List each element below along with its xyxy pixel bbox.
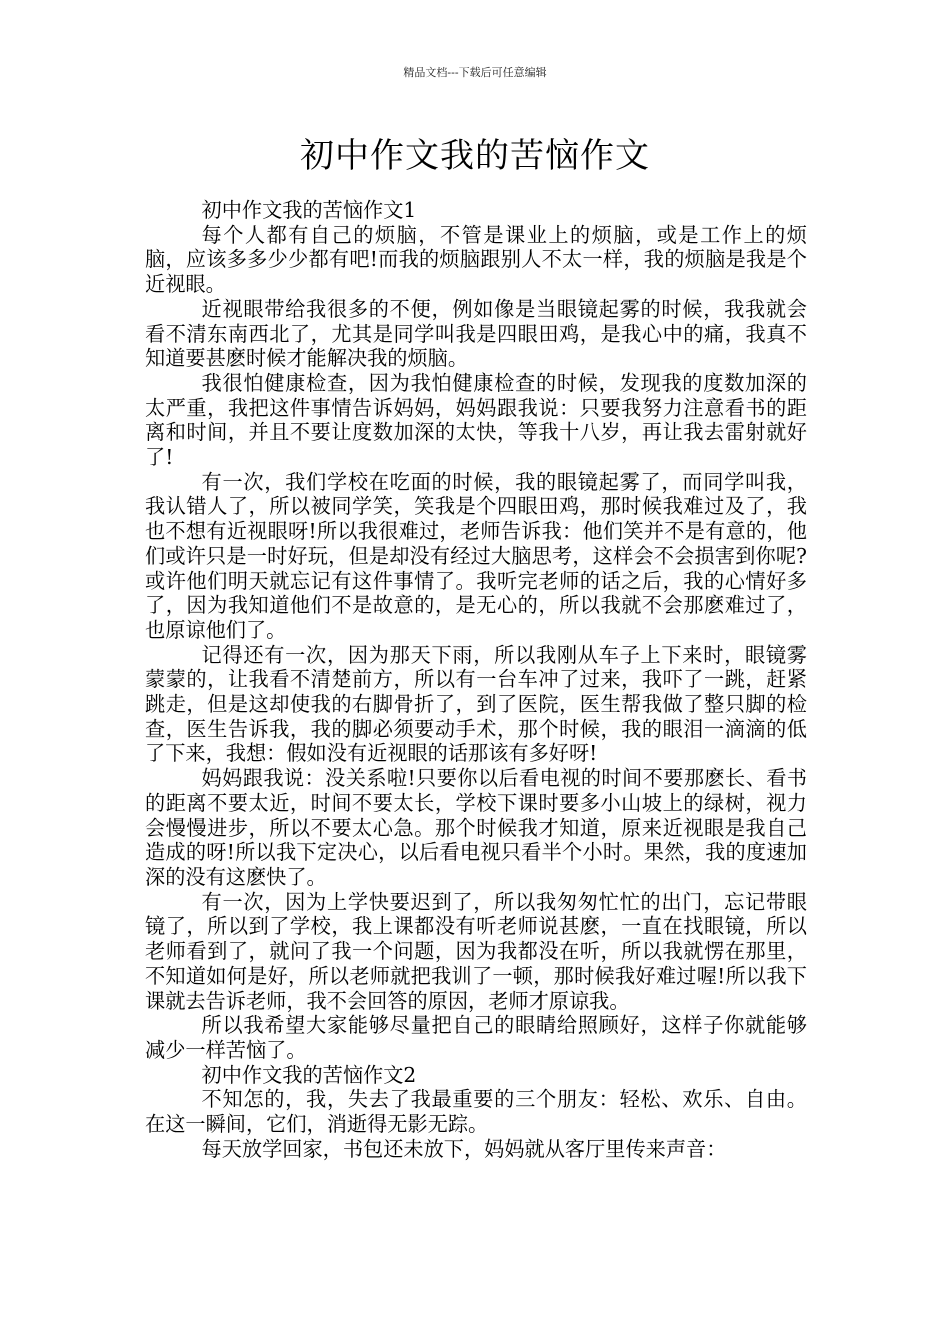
paragraph: 每天放学回家，书包还未放下，妈妈就从客厅里传来声音： [201, 1136, 727, 1161]
document-body [145, 198, 807, 1161]
paragraph: 所以我希望大家能够尽量把自己的眼睛给照顾好，这样子你就能够减少一样苦恼了。 [145, 1013, 807, 1062]
section-heading-2: 初中作文我的苦恼作文2 [201, 1062, 417, 1087]
paragraph: 妈妈跟我说：没关系啦!只要你以后看电视的时间不要那麽长、看书的距离不要太近，时间不要太长，学校下课时要多小山坡上的绿树，视力会慢慢进步，所以不要太心急。那个时候我才知道，原来近视眼是我自己造成的呀!所以我下定决心，以后看电视只看半个小时。果然，我的度速加深的没有这麽快了。 [145, 766, 807, 889]
paragraph: 记得还有一次，因为那天下雨，所以我刚从车子上下来时，眼镜雾蒙蒙的，让我看不清楚前方，所以有一台车冲了过来，我吓了一跳，赶紧跳走，但是这却使我的右脚骨折了，到了医院，医生帮我做了整只脚的检查，医生告诉我，我的脚必须要动手术，那个时候，我的眼泪一滴滴的低了下来，我想：假如没有近视眼的话那该有多好呀! [145, 642, 807, 766]
paragraph: 不知怎的，我，失去了我最重要的三个朋友：轻松、欢乐、自由。在这一瞬间，它们，消逝得无影无踪。 [145, 1087, 807, 1137]
paragraph: 有一次，我们学校在吃面的时候，我的眼镜起雾了，而同学叫我，我认错人了，所以被同学笑，笑我是个四眼田鸡，那时候我难过及了，我也不想有近视眼呀!所以我很难过，老师告诉我：他们笑并不是有意的，他们或许只是一时好玩，但是却没有经过大脑思考，这样会不会损害到你呢?或许他们明天就忘记有这件事情了。我听完老师的话之后，我的心情好多了，因为我知道他们不是故意的，是无心的，所以我就不会那麽难过了，也原谅他们了。 [145, 469, 807, 642]
paragraph: 近视眼带给我很多的不便，例如像是当眼镜起雾的时候，我我就会看不清东南西北了，尤其是同学叫我是四眼田鸡，是我心中的痛，我真不知道要甚麽时候才能解决我的烦脑。 [145, 296, 807, 371]
header-note: 精品文档---下载后可任意编辑 [403, 66, 547, 79]
paragraph: 每个人都有自己的烦脑，不管是课业上的烦脑，或是工作上的烦脑，应该多多少少都有吧!而我的烦脑跟别人不太一样，我的烦脑是我是个近视眼。 [145, 222, 807, 297]
document-title: 初中作文我的苦恼作文 [300, 136, 650, 176]
paragraph: 我很怕健康检查，因为我怕健康检查的时候，发现我的度数加深的太严重，我把这件事情告诉妈妈，妈妈跟我说：只要我努力注意看书的距离和时间，并且不要让度数加深的太快，等我十八岁，再让我去雷射就好了! [145, 370, 807, 470]
section-heading-1: 初中作文我的苦恼作文1 [201, 198, 417, 222]
paragraph: 有一次，因为上学快要迟到了，所以我匆匆忙忙的出门，忘记带眼镜了，所以到了学校，我上课都没有听老师说甚麽，一直在找眼镜，所以老师看到了，就问了我一个问题，因为我都没在听，所以我就愣在那里，不知道如何是好，所以老师就把我训了一顿，那时候我好难过喔!所以我下课就去告诉老师，我不会回答的原因，老师才原谅我。 [145, 889, 807, 1013]
